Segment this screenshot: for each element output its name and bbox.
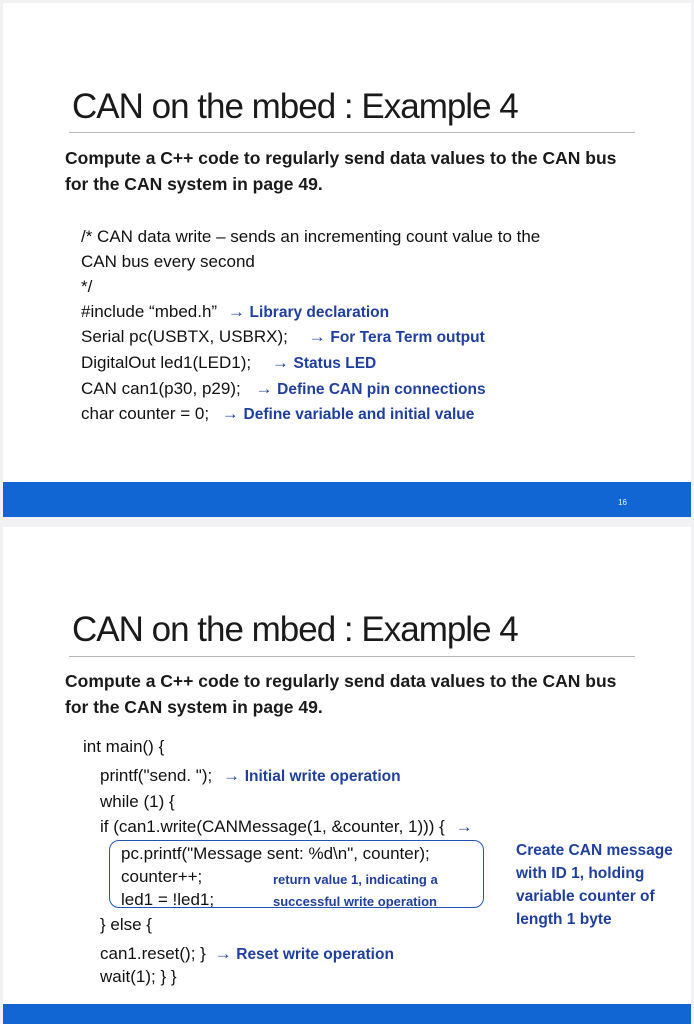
code-line [100,817,473,837]
arrow-right-icon: → [227,302,245,321]
code-line [81,227,540,247]
intro-text: Compute a C++ code to regularly send data values to the CAN bus for the CAN system in page 49. [65,148,617,194]
code-text: CAN bus every second [81,252,255,271]
arrow-right-icon: → [455,817,473,836]
arrow-right-icon: → [271,353,289,372]
code-text: led1 = !led1; [121,890,215,909]
code-text: pc.printf("Message sent: %d\n", counter); [121,844,430,863]
code-line [81,404,474,424]
code-line [100,944,394,964]
code-text: DigitalOut led1(LED1); [81,353,252,372]
code-line [100,766,401,786]
code-annotation: Define CAN pin connections [277,381,486,398]
code-line [100,967,177,987]
code-annotation: Status LED [293,355,377,372]
code-text: #include “mbed.h” [81,302,218,321]
arrow-right-icon: → [214,944,232,963]
title-divider [69,656,635,657]
code-text: can1.reset(); } [100,944,206,963]
slide-1 [3,3,691,517]
code-text: */ [81,277,93,296]
code-line [81,353,376,373]
code-text: /* CAN data write – sends an incrementing count value to the [81,227,541,246]
code-line [83,737,164,757]
code-line [81,302,389,322]
page-number: 16 [618,498,627,507]
code-text: if (can1.write(CANMessage(1, &counter, 1))) { [100,817,445,836]
code-annotation: Define variable and initial value [243,406,475,423]
arrow-right-icon: → [222,766,240,785]
code-annotation: Initial write operation [244,768,401,785]
intro-text: Compute a C++ code to regularly send data values to the CAN bus for the CAN system in page 49. [65,671,617,717]
code-line [100,792,175,812]
code-annotation: Reset write operation [236,946,394,963]
arrow-right-icon: → [221,404,239,423]
code-line [81,252,255,272]
code-text: Serial pc(USBTX, USBRX); [81,327,288,346]
code-text: wait(1); } } [100,967,177,986]
arrow-right-icon: → [308,327,326,346]
return-note-line-1: return value 1, indicating a [273,872,438,887]
arrow-right-icon: → [255,379,273,398]
code-text: while (1) { [100,792,175,811]
code-annotation: Library declaration [249,304,390,321]
code-text: } else { [100,915,152,934]
title-divider [69,132,635,133]
code-line [81,277,92,297]
code-text: char counter = 0; [81,404,210,423]
create-can-note: Create CAN message with ID 1, holding variable counter of length 1 byte [516,842,673,928]
code-line [81,379,486,399]
code-line [100,915,152,935]
code-line [81,327,485,347]
code-text: counter++; [121,867,203,886]
code-text: int main() { [83,737,165,756]
return-note-line-2: successful write operation [273,894,437,909]
footer-bar [3,1004,691,1024]
code-text: CAN can1(p30, p29); [81,379,241,398]
slide-2 [3,527,691,1024]
footer-bar [3,482,691,517]
code-text: printf("send. "); [100,766,213,785]
slide-title: CAN on the mbed : Example 4 [72,610,518,649]
code-annotation: For Tera Term output [330,329,485,346]
slide-title: CAN on the mbed : Example 4 [72,87,518,126]
